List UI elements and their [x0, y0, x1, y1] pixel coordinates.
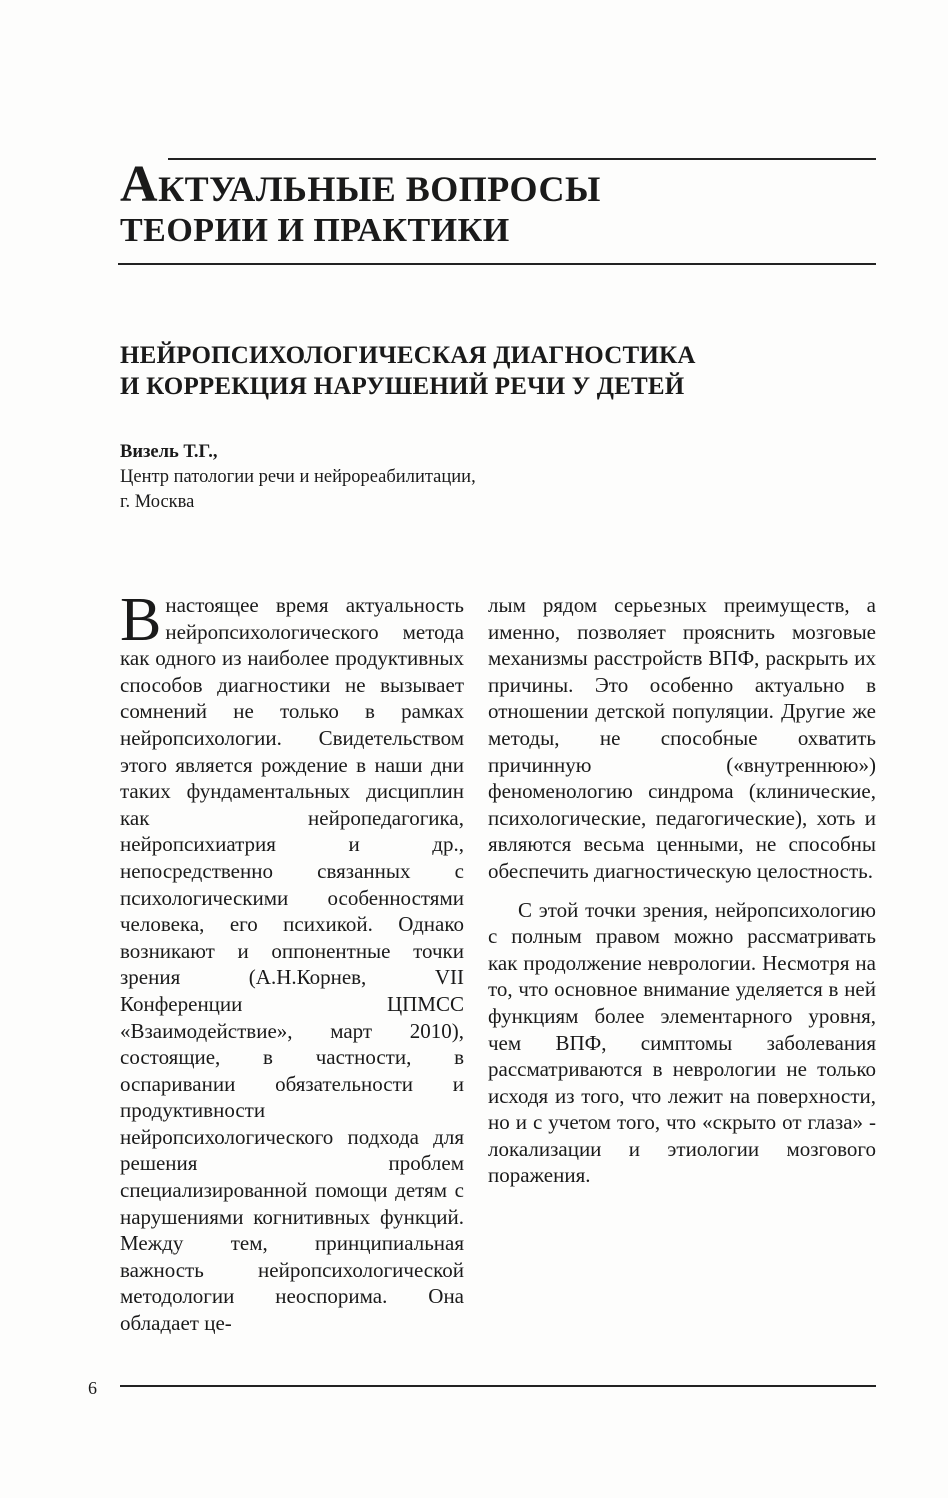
text-column-right — [488, 592, 876, 1201]
header-rule-top — [168, 158, 876, 160]
author-city: г. Москва — [120, 492, 195, 512]
body-paragraph-text: настоящее время актуальность нейропсихологического метода как одного из наиболее продуктивных способов диагностики не вызывает сомнений не только в рамках нейропсихологии. Свидетельством этого является рождение в наши дни таких фундаментальных дисциплин как нейропедагогика, нейропсихиатрия и др., непосредственно связанных с психологическими особенностями человека, его психикой. Однако возникают и оппонентные точки зрения (А.Н.Корнев, VII Конференции ЦПМСС «Взаимодействие», март 2010), состоящие, в частности, в оспаривании обязательности и продуктивности нейропсихологического подхода для решения проблем специализированной помощи детям с нарушениями когнитивных функций. Между тем, принципиальная важность нейропсихологической методологии неоспорима. Она обладает це- — [120, 593, 464, 1336]
author-affiliation: Центр патологии речи и нейрореабилитации, — [120, 467, 476, 487]
header-rule-bottom — [118, 263, 876, 265]
author-name: Визель Т.Г., — [120, 442, 218, 462]
author-block — [120, 440, 720, 515]
section-heading-line1 — [120, 156, 840, 213]
section-heading — [120, 156, 840, 252]
drop-cap: В — [120, 586, 162, 654]
page-number: 6 — [88, 1378, 97, 1398]
text-column-left — [120, 586, 464, 1349]
article-title — [120, 340, 880, 402]
body-paragraph: лым рядом серьезных преимуществ, а именно, позволяет прояснить мозговые механизмы расстройств ВПФ, раскрыть их причины. Это особенно актуально в отношении детской популяции. Другие же методы, не способные охватить причинную («внутреннюю») феноменологию синдрома (клинические, психологические, педагогические), хоть и являются весьма ценными, не способны обеспечить диагностическую целостность. — [488, 593, 876, 883]
body-paragraph: С этой точки зрения, нейропсихологию с полным правом можно рассматривать как продолжение неврологии. Несмотря на то, что основное внимание уделяется в ней функциям более элементарного уровня, чем ВПФ, симптомы заболевания рассматриваются в неврологии не только исходя из того, что лежит на поверхности, но и с учетом того, что «скрыто от глаза» - локализации и этиологии мозгового поражения. — [488, 897, 876, 1188]
section-heading-line2: ТЕОРИИ И ПРАКТИКИ — [120, 212, 510, 249]
body-paragraph — [120, 586, 464, 1337]
footer-rule — [120, 1385, 876, 1387]
section-heading-initial: А — [120, 156, 159, 213]
article-title-line2: И КОРРЕКЦИЯ НАРУШЕНИЙ РЕЧИ У ДЕТЕЙ — [120, 373, 685, 400]
article-title-line1: НЕЙРОПСИХОЛОГИЧЕСКАЯ ДИАГНОСТИКА — [120, 342, 696, 369]
section-heading-line1-text: КТУАЛЬНЫЕ ВОПРОСЫ — [158, 169, 601, 209]
